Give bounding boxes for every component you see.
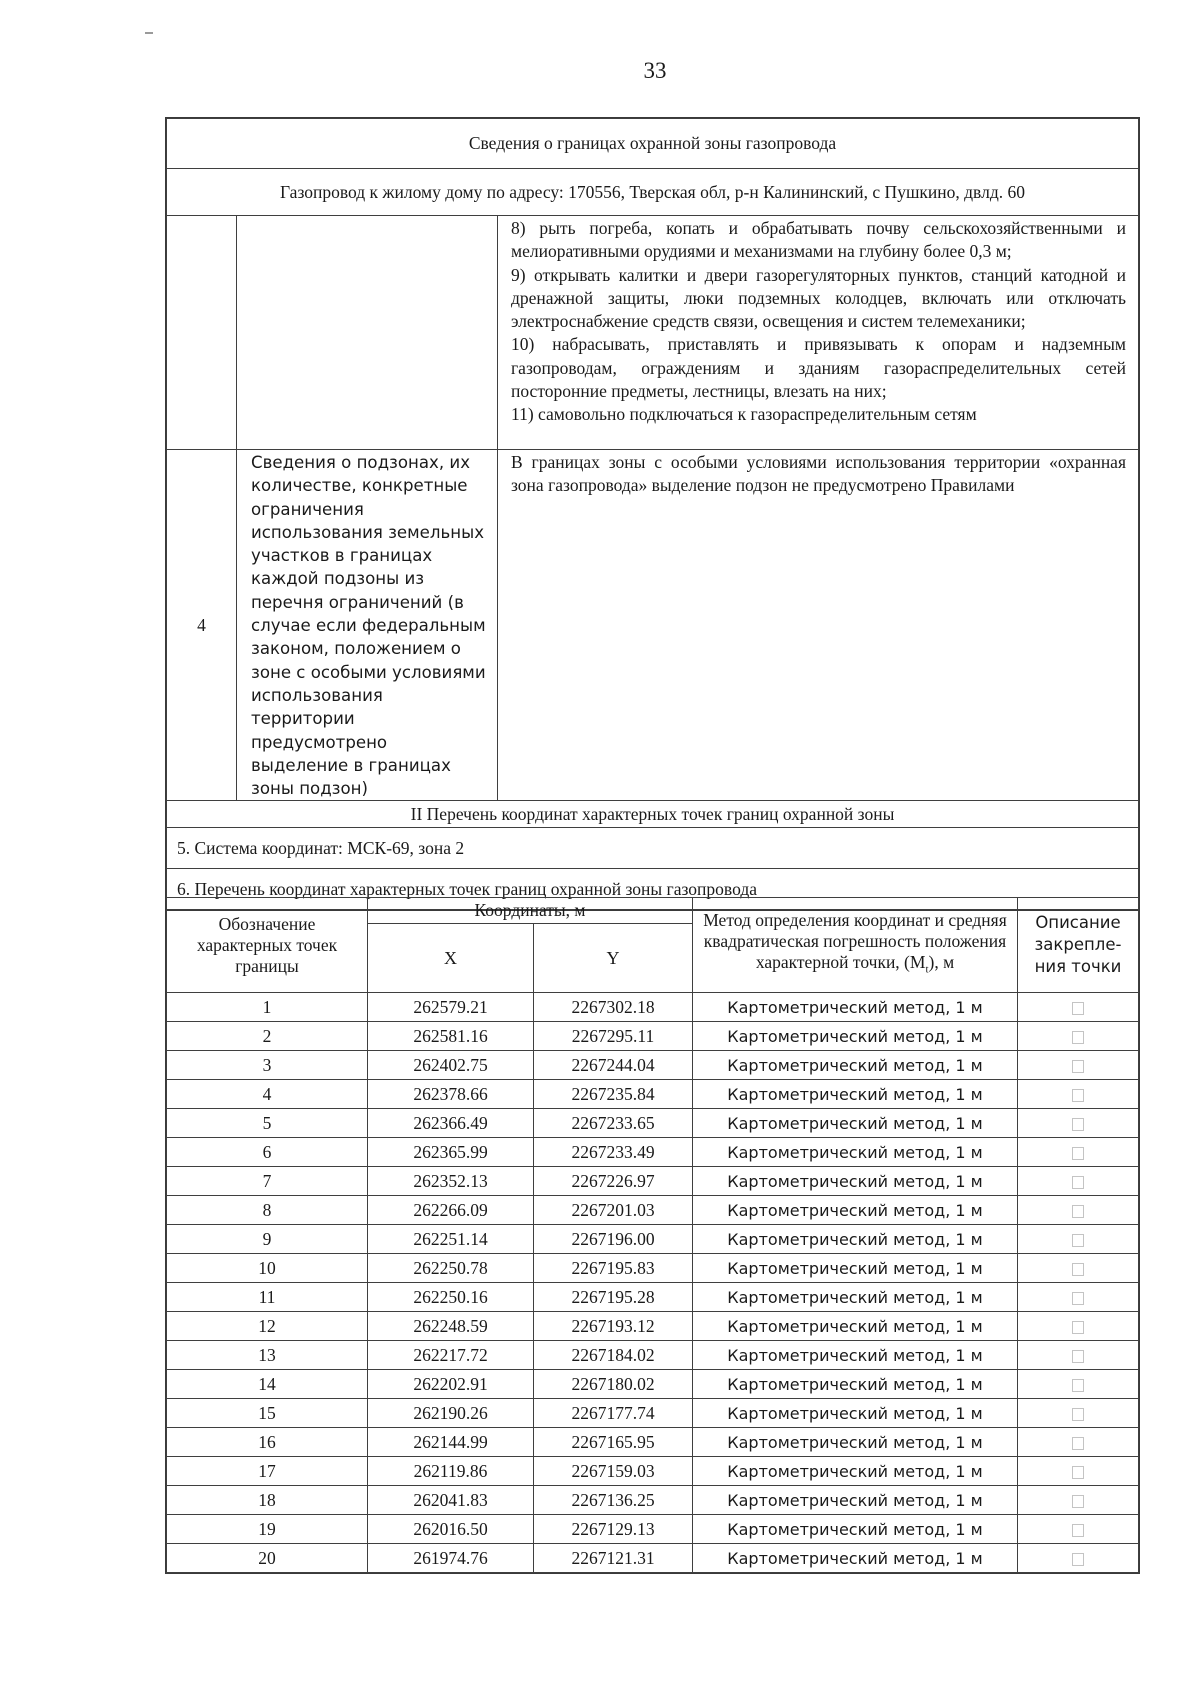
y-value: 2267233.49 — [534, 1138, 693, 1167]
description-cell — [1018, 1515, 1139, 1544]
description-cell — [1018, 1022, 1139, 1051]
empty-box-icon — [1072, 1060, 1084, 1073]
restriction-item: 9) открывать калитки и двери газорегуляторных пунктов, станций катодной и дренажной защиты, люки подземных колодцев, включать или отключать электроснабжение средств связи, освещения и систем телемеханики; — [511, 264, 1126, 332]
y-value: 2267196.00 — [534, 1225, 693, 1254]
empty-box-icon — [1072, 1379, 1084, 1392]
method-value: Картометрический метод, 1 м — [693, 1022, 1018, 1051]
zone-info-table — [165, 117, 1140, 911]
table-row — [167, 1196, 1139, 1225]
restriction-item: 10) набрасывать, приставлять и привязывать к опорам и надземным газопроводам, ограждениям и зданиям газораспределительных сетей посторонние предметы, лестницы, влезать на них; — [511, 334, 1126, 402]
subzones-label: Сведения о подзонах, их количестве, конкретные ограничения использования земельных участков в границах каждой подзоны из перечня ограничений (в случае если федеральным законом, положением о зоне с особыми условиями использования территории предусмотрено выделение в границах зоны подзон) — [237, 450, 498, 801]
x-value: 262402.75 — [368, 1051, 534, 1080]
description-cell — [1018, 1457, 1139, 1486]
y-value: 2267184.02 — [534, 1341, 693, 1370]
empty-box-icon — [1072, 1350, 1084, 1363]
empty-box-icon — [1072, 1205, 1084, 1218]
x-value: 262016.50 — [368, 1515, 534, 1544]
section-title: II Перечень координат характерных точек границ охранной зоны — [167, 801, 1139, 828]
point-number: 11 — [167, 1283, 368, 1312]
table-row — [167, 1486, 1139, 1515]
x-value: 262217.72 — [368, 1341, 534, 1370]
point-number: 9 — [167, 1225, 368, 1254]
x-value: 262248.59 — [368, 1312, 534, 1341]
subzones-value: В границах зоны с особыми условиями использования территории «охранная зона газопровода» выделение подзон не предусмотрено Правилами — [498, 450, 1139, 801]
method-value: Картометрический метод, 1 м — [693, 1370, 1018, 1399]
empty-box-icon — [1072, 1089, 1084, 1102]
y-value: 2267177.74 — [534, 1399, 693, 1428]
point-number: 18 — [167, 1486, 368, 1515]
point-number: 1 — [167, 993, 368, 1022]
method-value: Картометрический метод, 1 м — [693, 1457, 1018, 1486]
point-number: 6 — [167, 1138, 368, 1167]
header-method: Метод определения координат и средняя квадратическая погрешность положения характерной точки, $(M_t)$, м — [693, 898, 1018, 993]
point-number: 4 — [167, 1080, 368, 1109]
point-number: 17 — [167, 1457, 368, 1486]
table-row — [167, 1370, 1139, 1399]
table-row — [167, 1457, 1139, 1486]
coordinates-table — [165, 897, 1140, 1574]
y-value: 2267121.31 — [534, 1544, 693, 1573]
x-value: 262202.91 — [368, 1370, 534, 1399]
header-x: X — [368, 924, 534, 993]
description-cell — [1018, 1370, 1139, 1399]
point-number: 12 — [167, 1312, 368, 1341]
method-value: Картометрический метод, 1 м — [693, 1080, 1018, 1109]
y-value: 2267226.97 — [534, 1167, 693, 1196]
row-label-cell — [237, 216, 498, 450]
y-value: 2267195.83 — [534, 1254, 693, 1283]
empty-box-icon — [1072, 1321, 1084, 1334]
description-cell — [1018, 1196, 1139, 1225]
empty-box-icon — [1072, 1031, 1084, 1044]
restriction-item: 11) самовольно подключаться к газораспределительным сетям — [511, 404, 977, 425]
description-cell — [1018, 1051, 1139, 1080]
table-row — [167, 1022, 1139, 1051]
table-row — [167, 1167, 1139, 1196]
method-value: Картометрический метод, 1 м — [693, 1428, 1018, 1457]
point-number: 20 — [167, 1544, 368, 1573]
description-cell — [1018, 1544, 1139, 1573]
y-value: 2267195.28 — [534, 1283, 693, 1312]
coordinates-list-title: 6. Перечень координат характерных точек границ охранной зоны газопровода — [167, 869, 1139, 910]
point-number: 14 — [167, 1370, 368, 1399]
x-value: 262251.14 — [368, 1225, 534, 1254]
x-value: 262378.66 — [368, 1080, 534, 1109]
empty-box-icon — [1072, 1118, 1084, 1131]
empty-box-icon — [1072, 1553, 1084, 1566]
empty-box-icon — [1072, 1495, 1084, 1508]
description-cell — [1018, 1486, 1139, 1515]
header-description: Описание закрепле-ния точки — [1018, 898, 1139, 993]
point-number: 16 — [167, 1428, 368, 1457]
point-number: 2 — [167, 1022, 368, 1051]
empty-box-icon — [1072, 1002, 1084, 1015]
method-value: Картометрический метод, 1 м — [693, 1225, 1018, 1254]
table-row — [167, 1051, 1139, 1080]
point-number: 5 — [167, 1109, 368, 1138]
y-value: 2267136.25 — [534, 1486, 693, 1515]
method-value: Картометрический метод, 1 м — [693, 1515, 1018, 1544]
table-row — [167, 1544, 1139, 1573]
description-cell — [1018, 1341, 1139, 1370]
method-value: Картометрический метод, 1 м — [693, 1167, 1018, 1196]
table-row — [167, 1254, 1139, 1283]
empty-box-icon — [1072, 1263, 1084, 1276]
x-value: 262581.16 — [368, 1022, 534, 1051]
description-cell — [1018, 1312, 1139, 1341]
point-number: 15 — [167, 1399, 368, 1428]
scan-mark — [145, 32, 153, 34]
y-value: 2267129.13 — [534, 1515, 693, 1544]
x-value: 262366.49 — [368, 1109, 534, 1138]
table-row — [167, 1341, 1139, 1370]
point-number: 3 — [167, 1051, 368, 1080]
empty-box-icon — [1072, 1176, 1084, 1189]
row-number-cell — [167, 216, 237, 450]
y-value: 2267193.12 — [534, 1312, 693, 1341]
table-row — [167, 1399, 1139, 1428]
y-value: 2267201.03 — [534, 1196, 693, 1225]
page-number: 33 — [643, 58, 667, 83]
table-row — [167, 993, 1139, 1022]
description-cell — [1018, 1254, 1139, 1283]
empty-box-icon — [1072, 1408, 1084, 1421]
method-value: Картометрический метод, 1 м — [693, 1399, 1018, 1428]
empty-box-icon — [1072, 1524, 1084, 1537]
x-value: 262266.09 — [368, 1196, 534, 1225]
restrictions-list — [498, 216, 1139, 450]
restriction-item: 8) рыть погреба, копать и обрабатывать почву сельскохозяйственными и мелиоративными орудиями и механизмами на глубину более 0,3 м; — [511, 218, 1126, 262]
y-value: 2267235.84 — [534, 1080, 693, 1109]
method-value: Картометрический метод, 1 м — [693, 1312, 1018, 1341]
y-value: 2267295.11 — [534, 1022, 693, 1051]
table-row — [167, 1283, 1139, 1312]
y-value: 2267180.02 — [534, 1370, 693, 1399]
y-value: 2267233.65 — [534, 1109, 693, 1138]
point-number: 19 — [167, 1515, 368, 1544]
row-number: 4 — [167, 450, 237, 801]
header-coordinates: Координаты, м — [368, 898, 693, 924]
table-row — [167, 1312, 1139, 1341]
empty-box-icon — [1072, 1437, 1084, 1450]
x-value: 262365.99 — [368, 1138, 534, 1167]
table-row — [167, 1080, 1139, 1109]
description-cell — [1018, 1283, 1139, 1312]
y-value: 2267159.03 — [534, 1457, 693, 1486]
description-cell — [1018, 1225, 1139, 1254]
table-row — [167, 1138, 1139, 1167]
method-value: Картометрический метод, 1 м — [693, 1196, 1018, 1225]
description-cell — [1018, 1167, 1139, 1196]
description-cell — [1018, 1080, 1139, 1109]
x-value: 262041.83 — [368, 1486, 534, 1515]
method-value: Картометрический метод, 1 м — [693, 1138, 1018, 1167]
table-row — [167, 1225, 1139, 1254]
method-value: Картометрический метод, 1 м — [693, 1109, 1018, 1138]
description-cell — [1018, 993, 1139, 1022]
empty-box-icon — [1072, 1147, 1084, 1160]
header-point: Обозначение характерных точек границы — [167, 898, 368, 993]
x-value: 262250.16 — [368, 1283, 534, 1312]
object-address: Газопровод к жилому дому по адресу: 170556, Тверская обл, р-н Калининский, с Пушкино, двлд. 60 — [167, 169, 1139, 216]
method-value: Картометрический метод, 1 м — [693, 1544, 1018, 1573]
method-value: Картометрический метод, 1 м — [693, 1051, 1018, 1080]
y-value: 2267302.18 — [534, 993, 693, 1022]
x-value: 262579.21 — [368, 993, 534, 1022]
y-value: 2267244.04 — [534, 1051, 693, 1080]
table-row — [167, 1109, 1139, 1138]
coordinate-system: 5. Система координат: МСК-69, зона 2 — [167, 828, 1139, 869]
method-value: Картометрический метод, 1 м — [693, 1341, 1018, 1370]
method-value: Картометрический метод, 1 м — [693, 1254, 1018, 1283]
table-row — [167, 1428, 1139, 1457]
x-value: 262352.13 — [368, 1167, 534, 1196]
description-cell — [1018, 1109, 1139, 1138]
point-number: 7 — [167, 1167, 368, 1196]
x-value: 262250.78 — [368, 1254, 534, 1283]
description-cell — [1018, 1428, 1139, 1457]
x-value: 261974.76 — [368, 1544, 534, 1573]
header-y: Y — [534, 924, 693, 993]
y-value: 2267165.95 — [534, 1428, 693, 1457]
description-cell — [1018, 1138, 1139, 1167]
point-number: 8 — [167, 1196, 368, 1225]
table-title: Сведения о границах охранной зоны газопровода — [167, 119, 1139, 169]
x-value: 262144.99 — [368, 1428, 534, 1457]
description-cell — [1018, 1399, 1139, 1428]
x-value: 262119.86 — [368, 1457, 534, 1486]
method-value: Картометрический метод, 1 м — [693, 1486, 1018, 1515]
point-number: 10 — [167, 1254, 368, 1283]
method-value: Картометрический метод, 1 м — [693, 1283, 1018, 1312]
empty-box-icon — [1072, 1234, 1084, 1247]
method-value: Картометрический метод, 1 м — [693, 993, 1018, 1022]
table-row — [167, 1515, 1139, 1544]
empty-box-icon — [1072, 1292, 1084, 1305]
x-value: 262190.26 — [368, 1399, 534, 1428]
empty-box-icon — [1072, 1466, 1084, 1479]
point-number: 13 — [167, 1341, 368, 1370]
